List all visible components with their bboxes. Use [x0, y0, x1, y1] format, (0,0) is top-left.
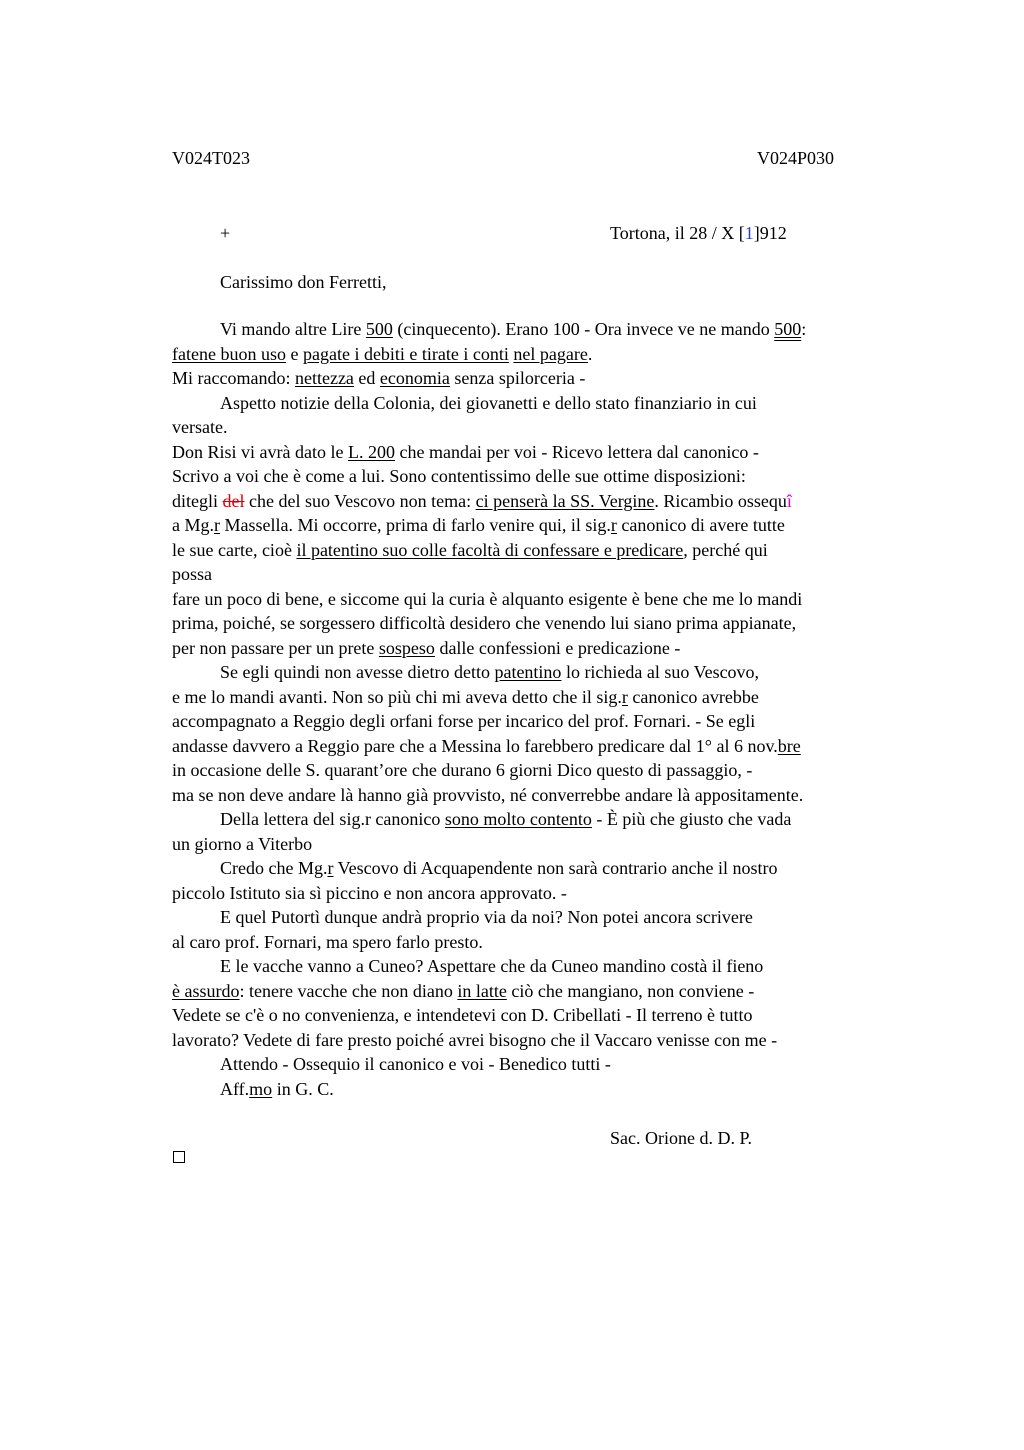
text-line: Aspetto notizie della Colonia, dei giovanetti e dello stato finanziario in cui	[220, 392, 757, 413]
text-line: Mi raccomando: nettezza ed economia senza spilorceria -	[172, 368, 586, 388]
text-line: fatene buon uso e pagate i debiti e tirate i conti nel pagare.	[172, 343, 593, 364]
bracket-digit: 1	[744, 223, 754, 243]
text-line: le sue carte, cioè il patentino suo colle facoltà di confessare e predicare, perché qui	[172, 539, 768, 560]
text-line: andasse davvero a Reggio pare che a Messina lo farebbero predicare dal 1° al 6 nov.bre	[172, 735, 801, 756]
text-line: un giorno a Viterbo	[172, 833, 313, 854]
text-line: accompagnato a Reggio degli orfani forse per incarico del prof. Fornari. - Se egli	[172, 711, 756, 731]
text-line: per non passare per un prete sospeso dalle confessioni e predicazione -	[172, 637, 681, 658]
text-line: al caro prof. Fornari, ma spero farlo presto.	[172, 931, 483, 952]
text-line: Se egli quindi non avesse dietro detto patentino lo richieda al suo Vescovo,	[220, 662, 760, 682]
text-line: in occasione delle S. quarant’ore che durano 6 giorni Dico questo di passaggio, -	[172, 760, 753, 780]
square-outline-icon	[173, 1151, 185, 1163]
text-line: prima, poiché, se sorgessero difficoltà desidero che venendo lui siano prima appianate,	[172, 613, 797, 633]
letter-body	[172, 317, 902, 1150]
text-line: E quel Putortì dunque andrà proprio via da noi? Non potei ancora scrivere	[220, 907, 753, 927]
deleted-word: del	[222, 490, 245, 511]
text-line: possa	[172, 564, 212, 584]
text-line: fare un poco di bene, e siccome qui la curia è alquanto esigente è bene che me lo mandi	[172, 588, 803, 609]
text-line: versate.	[172, 417, 228, 437]
text-line: piccolo Istituto sia sì piccino e non ancora approvato. -	[172, 882, 567, 903]
text-line: e me lo mandi avanti. Non so più chi mi aveva detto che il sig.r canonico avrebbe	[172, 686, 759, 707]
left-code: V024T023	[172, 148, 250, 168]
text-line: Attendo - Ossequio il canonico e voi - Benedico tutti -	[220, 1054, 611, 1074]
text-line: Della lettera del sig.r canonico sono molto contento - È più che giusto che vada	[220, 809, 792, 829]
right-code: V024P030	[757, 148, 835, 168]
text-line: ditegli del che del suo Vescovo non tema: ci penserà la SS. Vergine. Ricambio ossequî	[172, 490, 792, 511]
closing: Aff.mo in G. C.	[220, 1078, 334, 1099]
signature: Sac. Orione d. D. P.	[610, 1127, 752, 1148]
cross-mark: +	[220, 223, 231, 243]
text-line: Don Risi vi avrà dato le L. 200 che mandai per voi - Ricevo lettera dal canonico -	[172, 441, 759, 462]
text-line: ma se non deve andare là hanno già provvisto, né converrebbe andare là appositamente.	[172, 784, 804, 805]
text-line: Vi mando altre Lire 500 (cinquecento). Erano 100 - Ora invece ve ne mando 500:	[220, 319, 807, 339]
salutation: Carissimo don Ferretti,	[220, 272, 387, 292]
text-line: Credo che Mg.r Vescovo di Acquapendente non sarà contrario anche il nostro	[220, 858, 778, 878]
text-line: lavorato? Vedete di fare presto poiché avrei bisogno che il Vaccaro venisse con me -	[172, 1029, 778, 1050]
text-line: Vedete se c'è o no convenienza, e intendetevi con D. Cribellati - Il terreno è tutto	[172, 1005, 753, 1025]
text-line: E le vacche vanno a Cuneo? Aspettare che da Cuneo mandino costà il fieno	[220, 956, 764, 976]
text-line: a Mg.r Massella. Mi occorre, prima di farlo venire qui, il sig.r canonico di avere tutte	[172, 515, 785, 535]
spacer	[172, 1101, 902, 1126]
circumflex-letter: î	[786, 490, 792, 511]
text-line: Scrivo a voi che è come a lui. Sono contentissimo delle sue ottime disposizioni:	[172, 466, 746, 486]
letter-date: Tortona, il 28 / X [1]912	[610, 223, 787, 243]
text-line: è assurdo: tenere vacche che non diano in latte ciò che mangiano, non conviene -	[172, 980, 755, 1001]
